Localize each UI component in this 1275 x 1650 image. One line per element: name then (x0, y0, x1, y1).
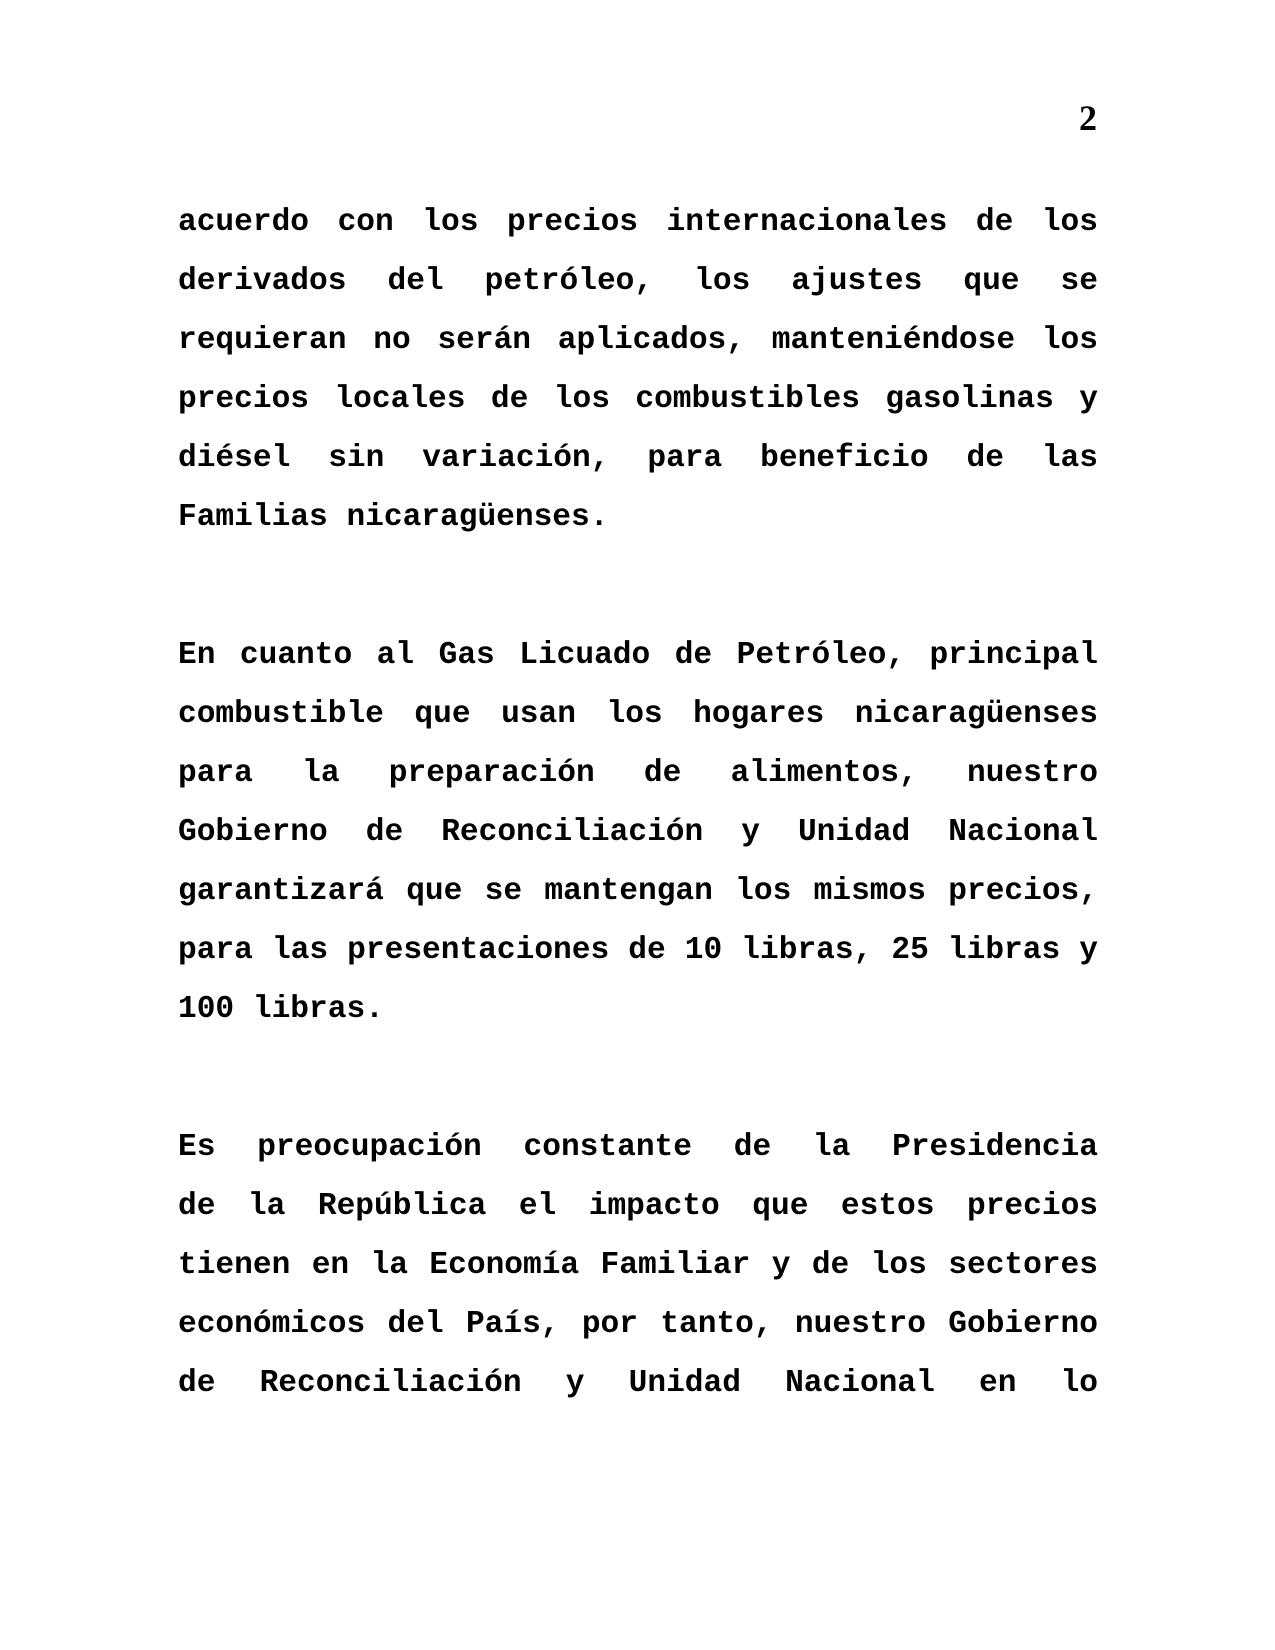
paragraph-1 (178, 193, 1098, 547)
text-line: de Reconciliación y Unidad Nacional en lo (178, 1366, 1098, 1401)
text-line: requieran no serán aplicados, manteniéndose los (178, 323, 1098, 358)
page-number: 2 (1079, 98, 1097, 138)
text-line: En cuanto al Gas Licuado de Petróleo, principal (178, 638, 1098, 673)
text-line: derivados del petróleo, los ajustes que se (178, 264, 1098, 299)
text-line: precios locales de los combustibles gasolinas y (178, 382, 1098, 417)
paragraph-2 (178, 626, 1098, 1039)
text-line: garantizará que se mantengan los mismos precios, (178, 874, 1098, 909)
text-line: para las presentaciones de 10 libras, 25 libras y (178, 933, 1098, 968)
document-body (178, 193, 1098, 1413)
text-line: Es preocupación constante de la Presidencia (178, 1130, 1098, 1165)
text-line: tienen en la Economía Familiar y de los sectores (178, 1248, 1098, 1283)
text-line: combustible que usan los hogares nicaragüenses (178, 697, 1098, 732)
text-line: económicos del País, por tanto, nuestro Gobierno (178, 1307, 1098, 1342)
paragraph-3 (178, 1118, 1098, 1413)
text-line: acuerdo con los precios internacionales de los (178, 205, 1098, 240)
text-line: para la preparación de alimentos, nuestro (178, 756, 1098, 791)
text-line: Gobierno de Reconciliación y Unidad Nacional (178, 815, 1098, 850)
text-line: de la República el impacto que estos precios (178, 1189, 1098, 1224)
text-line: 100 libras. (178, 992, 384, 1027)
text-line: Familias nicaragüenses. (178, 500, 609, 535)
text-line: diésel sin variación, para beneficio de las (178, 441, 1098, 476)
